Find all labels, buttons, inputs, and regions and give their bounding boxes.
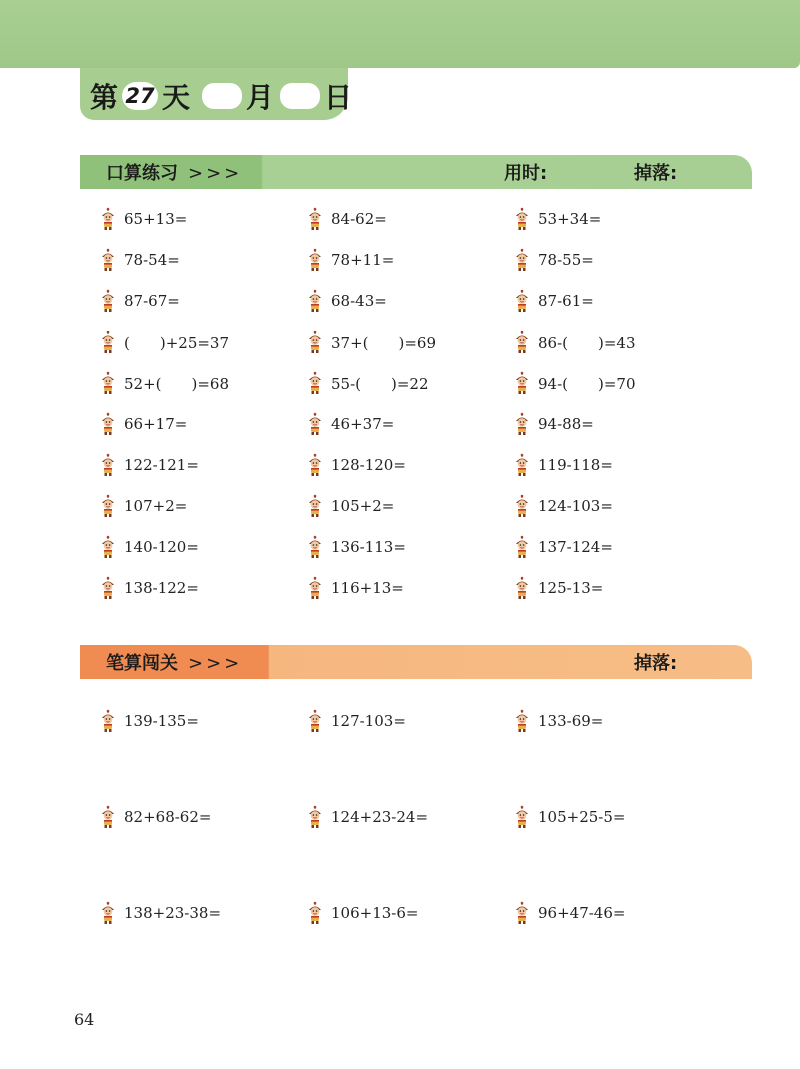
monkey-icon [514, 371, 530, 395]
monkey-icon [100, 412, 116, 436]
problem-text: 82+68-62= [124, 808, 212, 826]
problem-text: 68-43= [331, 292, 387, 310]
monkey-icon [100, 709, 116, 733]
math-problem [307, 206, 387, 232]
day-number: 27 [122, 82, 158, 110]
problem-text: 96+47-46= [538, 904, 626, 922]
math-problem [307, 247, 394, 273]
monkey-icon [307, 412, 323, 436]
problem-text: 116+13= [331, 579, 404, 597]
problem-text: 138+23-38= [124, 904, 222, 922]
math-problem [100, 370, 229, 396]
problem-text: 125-13= [538, 579, 604, 597]
math-problem [100, 206, 187, 232]
monkey-icon [307, 371, 323, 395]
math-problem [100, 804, 211, 830]
dropped-label: 掉落: [634, 653, 678, 674]
monkey-icon [100, 248, 116, 272]
math-problem [100, 575, 199, 601]
arrows-icon: >>> [188, 163, 243, 184]
math-problem [307, 708, 406, 734]
math-problem [514, 534, 613, 560]
oral-practice-title [106, 159, 242, 185]
problem-text: 52+( )=68 [124, 374, 230, 393]
math-problem [307, 452, 406, 478]
math-problem [100, 708, 199, 734]
problem-text: 78+11= [331, 251, 395, 269]
monkey-icon [100, 901, 116, 925]
month-label: 月 [246, 81, 275, 114]
tian-label: 天 [162, 81, 191, 114]
problem-text: 105+2= [331, 497, 395, 515]
math-problem [514, 288, 594, 314]
problem-text: 87-67= [124, 292, 180, 310]
monkey-icon [514, 453, 530, 477]
oral-practice-title-text: 口算练习 [106, 163, 178, 184]
math-problem [307, 411, 394, 437]
monkey-icon [307, 709, 323, 733]
monkey-icon [100, 371, 116, 395]
day-label: 日 [324, 81, 353, 114]
problem-text: 127-103= [331, 712, 406, 730]
monkey-icon [100, 576, 116, 600]
math-problem [514, 206, 601, 232]
problem-text: 46+37= [331, 415, 395, 433]
problem-text: 106+13-6= [331, 904, 419, 922]
monkey-icon [307, 248, 323, 272]
math-problem [514, 900, 625, 926]
monkey-icon [307, 207, 323, 231]
math-problem [514, 708, 603, 734]
monkey-icon [100, 535, 116, 559]
page-number: 64 [74, 1010, 95, 1029]
math-problem [307, 900, 418, 926]
month-blank[interactable] [202, 83, 242, 109]
monkey-icon [307, 453, 323, 477]
monkey-icon [307, 289, 323, 313]
monkey-icon [100, 805, 116, 829]
math-problem [514, 370, 636, 396]
date-line [90, 78, 352, 114]
written-calc-title [106, 649, 242, 675]
header-band [0, 0, 800, 68]
problem-text: 105+25-5= [538, 808, 626, 826]
problem-text: 78-54= [124, 251, 180, 269]
monkey-icon [514, 289, 530, 313]
monkey-icon [307, 901, 323, 925]
math-problem [307, 370, 429, 396]
dropped-label: 掉落: [634, 163, 678, 184]
math-problem [514, 804, 625, 830]
math-problem [514, 575, 603, 601]
monkey-icon [514, 412, 530, 436]
problem-text: 124+23-24= [331, 808, 429, 826]
monkey-icon [307, 535, 323, 559]
problem-text: 133-69= [538, 712, 604, 730]
math-problem [100, 411, 187, 437]
monkey-icon [307, 576, 323, 600]
day-blank[interactable] [280, 83, 320, 109]
problem-text: 128-120= [331, 456, 406, 474]
problem-text: 84-62= [331, 210, 387, 228]
math-problem [100, 452, 199, 478]
monkey-icon [514, 709, 530, 733]
monkey-icon [514, 330, 530, 354]
arrows-icon: >>> [188, 653, 243, 674]
problem-text: 53+34= [538, 210, 602, 228]
math-problem [514, 411, 594, 437]
math-problem [514, 247, 594, 273]
monkey-icon [514, 805, 530, 829]
math-problem [100, 288, 180, 314]
math-problem [307, 329, 436, 355]
problem-text: 124-103= [538, 497, 613, 515]
monkey-icon [100, 453, 116, 477]
monkey-icon [100, 330, 116, 354]
problem-text: 122-121= [124, 456, 199, 474]
problem-text: 137-124= [538, 538, 613, 556]
monkey-icon [100, 289, 116, 313]
problem-text: 136-113= [331, 538, 406, 556]
problem-text: 140-120= [124, 538, 199, 556]
math-problem [100, 534, 199, 560]
math-problem [100, 247, 180, 273]
math-problem [307, 493, 394, 519]
math-problem [100, 900, 221, 926]
math-problem [514, 452, 613, 478]
math-problem [307, 575, 404, 601]
problem-text: 139-135= [124, 712, 199, 730]
problem-text: 94-88= [538, 415, 594, 433]
problem-text: 78-55= [538, 251, 594, 269]
monkey-icon [514, 207, 530, 231]
monkey-icon [307, 805, 323, 829]
monkey-icon [100, 207, 116, 231]
math-problem [100, 329, 229, 355]
problem-text: 138-122= [124, 579, 199, 597]
problem-text: 37+( )=69 [331, 333, 437, 352]
di-label: 第 [90, 81, 119, 114]
monkey-icon [514, 576, 530, 600]
monkey-icon [514, 494, 530, 518]
math-problem [307, 804, 428, 830]
math-problem [100, 493, 187, 519]
math-problem [514, 329, 636, 355]
problem-text: 86-( )=43 [538, 333, 636, 352]
monkey-icon [514, 248, 530, 272]
monkey-icon [307, 330, 323, 354]
monkey-icon [514, 535, 530, 559]
monkey-icon [100, 494, 116, 518]
problem-text: 55-( )=22 [331, 374, 429, 393]
monkey-icon [514, 901, 530, 925]
time-used-label: 用时: [504, 163, 548, 184]
written-calc-bar [80, 645, 752, 679]
math-problem [514, 493, 613, 519]
problem-text: 65+13= [124, 210, 188, 228]
problem-text: 119-118= [538, 456, 613, 474]
math-problem [307, 534, 406, 560]
written-calc-title-text: 笔算闯关 [106, 653, 178, 674]
oral-practice-bar [80, 155, 752, 189]
math-problem [307, 288, 387, 314]
problem-text: 94-( )=70 [538, 374, 636, 393]
monkey-icon [307, 494, 323, 518]
problem-text: ( )+25=37 [124, 333, 230, 352]
problem-text: 87-61= [538, 292, 594, 310]
problem-text: 66+17= [124, 415, 188, 433]
problem-text: 107+2= [124, 497, 188, 515]
